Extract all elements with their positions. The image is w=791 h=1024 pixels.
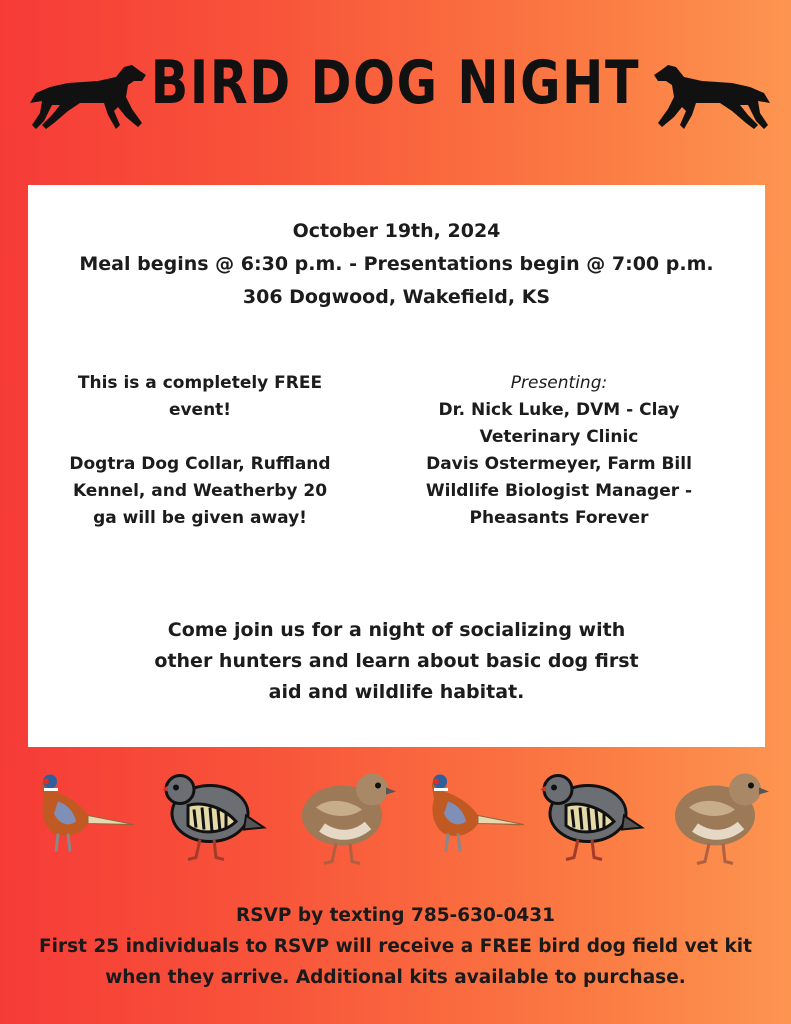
event-date: October 19th, 2024: [292, 220, 501, 242]
bird-illustrations: [0, 765, 791, 875]
chukar-icon: [160, 765, 270, 870]
event-address: 306 Dogwood, Wakefield, KS: [242, 286, 551, 308]
rsvp-offer-line: when they arrive. Additional kits available to purchase.: [105, 967, 686, 988]
pointer-dog-icon: [652, 62, 772, 134]
giveaway-line: ga will be given away!: [93, 508, 307, 528]
invite-text: [128, 615, 665, 708]
quail-icon: [665, 765, 775, 870]
page-title: BIRD DOG NIGHT: [150, 48, 641, 118]
giveaway-line: Kennel, and Weatherby 20: [72, 481, 328, 501]
presenter-line: Davis Ostermeyer, Farm Bill: [426, 454, 692, 474]
quail-icon: [292, 765, 402, 870]
presenting-heading: Presenting:: [510, 373, 608, 393]
rsvp-footer: [0, 900, 791, 993]
presenter-line: Pheasants Forever: [469, 508, 649, 528]
invite-line: other hunters and learn about basic dog first: [154, 650, 639, 672]
rsvp-line: RSVP by texting 785-630-0431: [235, 905, 556, 926]
invite-line: Come join us for a night of socializing with: [167, 619, 626, 641]
header: [0, 40, 791, 140]
free-event-column: [50, 370, 350, 532]
presenter-line: Veterinary Clinic: [479, 427, 639, 447]
event-card: [28, 185, 765, 747]
chukar-icon: [538, 765, 648, 870]
giveaway-line: Dogtra Dog Collar, Ruffland: [69, 454, 331, 474]
presenter-line: Dr. Nick Luke, DVM - Clay: [438, 400, 680, 420]
pheasant-icon: [28, 765, 138, 870]
presenters-column: [409, 370, 709, 532]
invite-line: aid and wildlife habitat.: [268, 681, 525, 703]
free-event-line: event!: [168, 400, 232, 420]
rsvp-offer-line: First 25 individuals to RSVP will receive a FREE bird dog field vet kit: [39, 936, 752, 957]
pheasant-icon: [418, 765, 528, 870]
event-info: [28, 215, 765, 314]
event-schedule: Meal begins @ 6:30 p.m. - Presentations begin @ 7:00 p.m.: [79, 253, 714, 275]
presenter-line: Wildlife Biologist Manager -: [425, 481, 693, 501]
free-event-line: This is a completely FREE: [77, 373, 323, 393]
